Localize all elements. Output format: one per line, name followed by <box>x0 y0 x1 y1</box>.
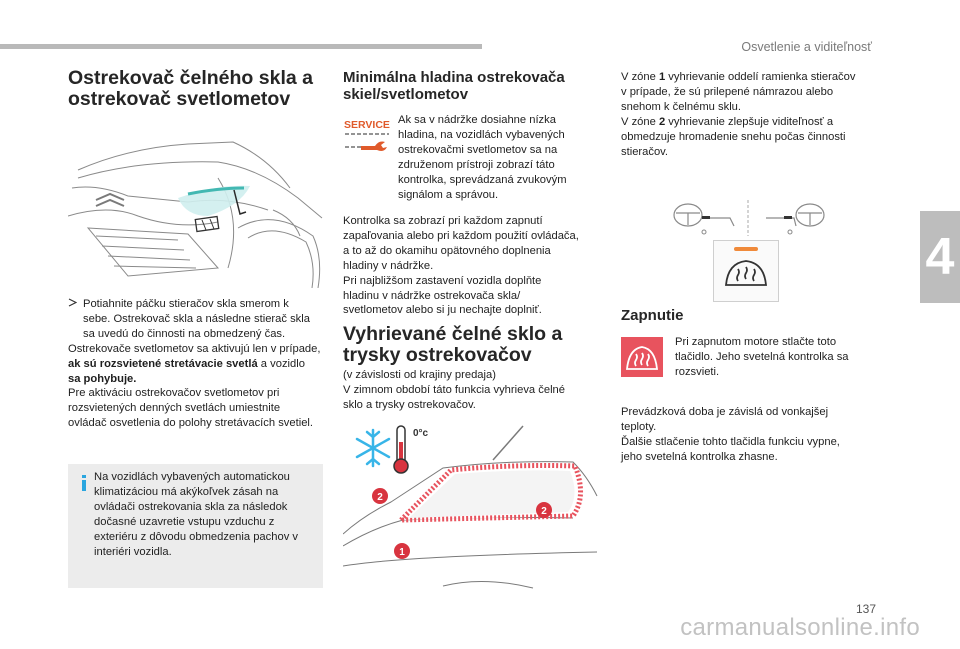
zapnutie-text: Pri zapnutom motore stlačte toto tlačidlo. Jeho svetelná kontrolka sa rozsvieti. <box>675 336 849 378</box>
bullet-item: Potiahnite páčku stieračov skla smerom k sebe. Ostrekovač skla a následne stierač skla sa uvedú do činnosti na obmedzený čas. <box>68 297 330 342</box>
dashboard-button-location-illustration <box>668 196 828 240</box>
service-warning-icon <box>343 117 391 161</box>
svg-text:2: 2 <box>541 506 547 517</box>
info-icon <box>79 475 89 491</box>
chapter-number: 4 <box>925 228 955 286</box>
zone-marker-1 <box>394 543 410 559</box>
section-heading-heated-windscreen: Vyhrievané čelné sklo a trysky ostrekovačov <box>343 323 563 366</box>
service-warning-text: Ak sa v nádržke dosiahne nízka hladina, na vozidlách vybavených ostrekovačmi svetlometov sa na združenom prístroji zobrazí táto kontrolka, sprevádzaná zvukovým signálom a správou. <box>398 114 567 201</box>
section-heading-washer: Ostrekovač čelného skla a ostrekovač svetlometov <box>68 67 313 110</box>
heated-windscreen-button-icon <box>621 337 663 377</box>
temperature-label: 0°c <box>413 428 429 439</box>
washer-instructions: Potiahnite páčku stieračov skla smerom k sebe. Ostrekovač skla a následne stierač skla sa uvedú do činnosti na obmedzený čas. Ostrekovače svetlometov sa aktivujú len v prípade, ak sú rozsvietené stretávacie svetlá a vozidlo sa pohybuje. Pre aktiváciu ostrekovačov svetlometov pri rozsvietených denných svetlách umiestnite ovládač osvetlenia do polohy stretávacích svetiel. <box>68 297 330 431</box>
heated-windscreen-icon <box>726 261 766 285</box>
svg-text:2: 2 <box>377 492 383 503</box>
heated-windscreen-intro: (v závislosti od krajiny predaja) V zimnom období táto funkcia vyhrieva čelné sklo a trysky ostrekovačov. <box>343 369 566 411</box>
section-heading-zapnutie: Zapnutie <box>621 307 684 324</box>
header-rule <box>0 44 482 49</box>
car-front-illustration <box>68 118 323 288</box>
svg-text:1: 1 <box>399 547 405 558</box>
arrow-bullet-icon <box>68 297 83 342</box>
service-icon-label: SERVICE <box>344 119 390 131</box>
section-title: Osvetlenie a viditeľnosť <box>741 40 872 54</box>
info-note-text: Na vozidlách vybavených automatickou klimatizáciou má akýkoľvek zásah na ovládači ostrekovania skla za následok dočasné uzavretie vstupu vzduchu z exteriéru z dôvodu obmedzenia pachov v interiéri vozidla. <box>94 471 298 558</box>
page-number: 137 <box>855 602 876 616</box>
zone-marker-2-left <box>372 488 388 504</box>
heated-windscreen-button-illustration <box>713 240 779 302</box>
section-heading-min-level: Minimálna hladina ostrekovača skiel/svetlometov <box>343 69 565 103</box>
indicator-description: Kontrolka sa zobrazí pri každom zapnutí zapaľovania alebo pri každom použití ovládača, a to až do okamihu opätovného doplnenia hladiny v nádržke. Pri najbližšom zastavení vozidla doplňte hladinu v nádržke ostrekovača skla/ svetlometov alebo si ju nechajte doplniť. <box>343 215 579 317</box>
operating-time-text: Prevádzková doba je závislá od vonkajšej teploty. Ďalšie stlačenie tohto tlačidla funkciu vypne, jeho svetelná kontrolka zhasne. <box>621 406 840 463</box>
zone-description: V zóne 1 vyhrievanie oddelí ramienka stieračov v prípade, že sú prilepené námrazou alebo snehom k čelnému sklu. V zóne 2 vyhrievanie zlepšuje viditeľnosť a obmedzuje hromadenie snehu počas činnosti stieračov. <box>621 71 856 158</box>
watermark: carmanualsonline.info <box>680 614 920 641</box>
indicator-light-icon <box>734 247 758 251</box>
heated-windscreen-illustration <box>343 416 598 590</box>
zone-marker-2-right <box>536 502 552 518</box>
